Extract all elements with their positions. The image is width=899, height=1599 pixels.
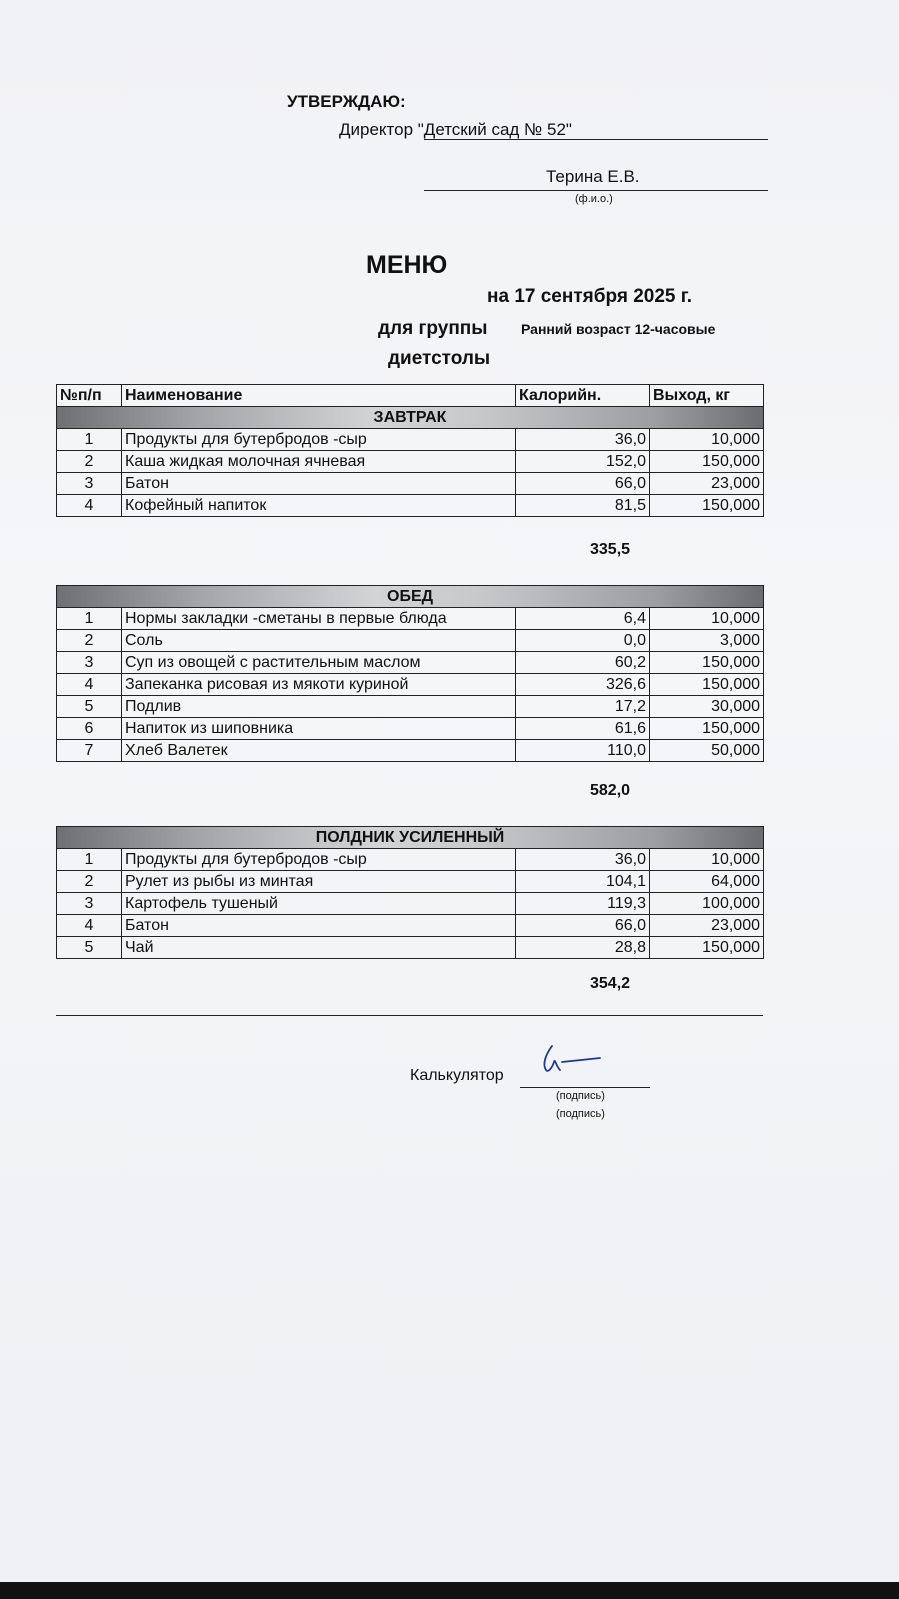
- row-calories: 17,2: [516, 696, 650, 718]
- row-num: 7: [57, 740, 122, 762]
- signature-underline: [520, 1087, 650, 1088]
- row-yield: 150,000: [650, 652, 764, 674]
- section-header-breakfast: [57, 407, 764, 429]
- row-num: 2: [57, 451, 122, 473]
- row-name: Продукты для бутербродов -сыр: [122, 849, 516, 871]
- section-header-lunch: [57, 586, 764, 608]
- row-num: 1: [57, 608, 122, 630]
- row-num: 3: [57, 473, 122, 495]
- table-row: [57, 893, 764, 915]
- row-name: Запеканка рисовая из мякоти куриной: [122, 674, 516, 696]
- signature-caption: (подпись): [556, 1090, 605, 1102]
- photo-bottom-edge: [0, 1582, 899, 1599]
- table-row: [57, 674, 764, 696]
- row-num: 4: [57, 915, 122, 937]
- row-yield: 150,000: [650, 718, 764, 740]
- row-calories: 6,4: [516, 608, 650, 630]
- row-yield: 150,000: [650, 674, 764, 696]
- row-yield: 150,000: [650, 495, 764, 517]
- row-yield: 150,000: [650, 451, 764, 473]
- table-row: [57, 451, 764, 473]
- director-underline: [424, 139, 768, 140]
- row-yield: 10,000: [650, 849, 764, 871]
- row-num: 2: [57, 630, 122, 652]
- approve-title: УТВЕРЖДАЮ:: [287, 92, 406, 111]
- calculator-label: Калькулятор: [410, 1067, 504, 1084]
- row-calories: 66,0: [516, 915, 650, 937]
- row-yield: 150,000: [650, 937, 764, 959]
- header-num: №п/п: [57, 385, 122, 407]
- row-yield: 64,000: [650, 871, 764, 893]
- section-title: ЗАВТРАК: [57, 407, 764, 429]
- row-name: Хлеб Валетек: [122, 740, 516, 762]
- snack-table: [56, 826, 764, 959]
- table-row: [57, 740, 764, 762]
- row-num: 3: [57, 652, 122, 674]
- table-row: [57, 871, 764, 893]
- row-name: Рулет из рыбы из минтая: [122, 871, 516, 893]
- row-calories: 110,0: [516, 740, 650, 762]
- row-num: 3: [57, 893, 122, 915]
- row-name: Продукты для бутербродов -сыр: [122, 429, 516, 451]
- fio-underline: [424, 190, 768, 191]
- row-calories: 36,0: [516, 849, 650, 871]
- row-name: Подлив: [122, 696, 516, 718]
- header-calories: Калорийн.: [516, 385, 650, 407]
- section-title: ПОЛДНИК УСИЛЕННЫЙ: [57, 827, 764, 849]
- table-row: [57, 937, 764, 959]
- row-yield: 50,000: [650, 740, 764, 762]
- row-name: Нормы закладки -сметаны в первые блюда: [122, 608, 516, 630]
- table-row: [57, 849, 764, 871]
- row-num: 4: [57, 674, 122, 696]
- row-calories: 152,0: [516, 451, 650, 473]
- row-calories: 36,0: [516, 429, 650, 451]
- group-label: для группы: [378, 318, 488, 339]
- table-row: [57, 429, 764, 451]
- breakfast-total: 335,5: [590, 541, 631, 558]
- row-name: Картофель тушеный: [122, 893, 516, 915]
- row-num: 1: [57, 429, 122, 451]
- row-num: 6: [57, 718, 122, 740]
- bottom-divider: [56, 1015, 763, 1016]
- table-row: [57, 473, 764, 495]
- row-num: 5: [57, 937, 122, 959]
- row-yield: 100,000: [650, 893, 764, 915]
- signature-caption-2: (подпись): [556, 1108, 605, 1120]
- row-calories: 104,1: [516, 871, 650, 893]
- row-yield: 23,000: [650, 915, 764, 937]
- row-num: 1: [57, 849, 122, 871]
- snack-total: 354,2: [590, 975, 631, 992]
- table-row: [57, 630, 764, 652]
- diet-label: диетстолы: [388, 348, 491, 369]
- menu-date: на 17 сентября 2025 г.: [487, 286, 693, 307]
- row-num: 4: [57, 495, 122, 517]
- row-calories: 28,8: [516, 937, 650, 959]
- row-name: Батон: [122, 915, 516, 937]
- row-yield: 10,000: [650, 429, 764, 451]
- row-yield: 30,000: [650, 696, 764, 718]
- row-num: 5: [57, 696, 122, 718]
- lunch-table: [56, 585, 764, 762]
- table-header-row: [57, 385, 764, 407]
- row-calories: 66,0: [516, 473, 650, 495]
- row-name: Каша жидкая молочная ячневая: [122, 451, 516, 473]
- row-name: Суп из овощей с растительным маслом: [122, 652, 516, 674]
- header-name: Наименование: [122, 385, 516, 407]
- table-row: [57, 696, 764, 718]
- table-row: [57, 608, 764, 630]
- section-header-snack: [57, 827, 764, 849]
- table-row: [57, 718, 764, 740]
- table-row: [57, 652, 764, 674]
- row-calories: 0,0: [516, 630, 650, 652]
- row-calories: 61,6: [516, 718, 650, 740]
- row-yield: 10,000: [650, 608, 764, 630]
- row-calories: 119,3: [516, 893, 650, 915]
- table-row: [57, 915, 764, 937]
- menu-title: МЕНЮ: [366, 251, 448, 279]
- fio-caption: (ф.и.о.): [575, 193, 613, 205]
- table-row: [57, 495, 764, 517]
- row-name: Чай: [122, 937, 516, 959]
- group-value: Ранний возраст 12-часовые: [521, 321, 716, 337]
- header-yield: Выход, кг: [650, 385, 764, 407]
- row-calories: 326,6: [516, 674, 650, 696]
- breakfast-table: [56, 384, 764, 517]
- handwritten-signature: [538, 1040, 608, 1080]
- row-yield: 23,000: [650, 473, 764, 495]
- director-line: Директор "Детский сад № 52": [339, 120, 572, 139]
- row-name: Соль: [122, 630, 516, 652]
- row-yield: 3,000: [650, 630, 764, 652]
- row-calories: 81,5: [516, 495, 650, 517]
- lunch-total: 582,0: [590, 782, 631, 799]
- row-name: Кофейный напиток: [122, 495, 516, 517]
- row-num: 2: [57, 871, 122, 893]
- row-name: Напиток из шиповника: [122, 718, 516, 740]
- section-title: ОБЕД: [57, 586, 764, 608]
- row-name: Батон: [122, 473, 516, 495]
- signer-name: Терина Е.В.: [546, 167, 640, 186]
- row-calories: 60,2: [516, 652, 650, 674]
